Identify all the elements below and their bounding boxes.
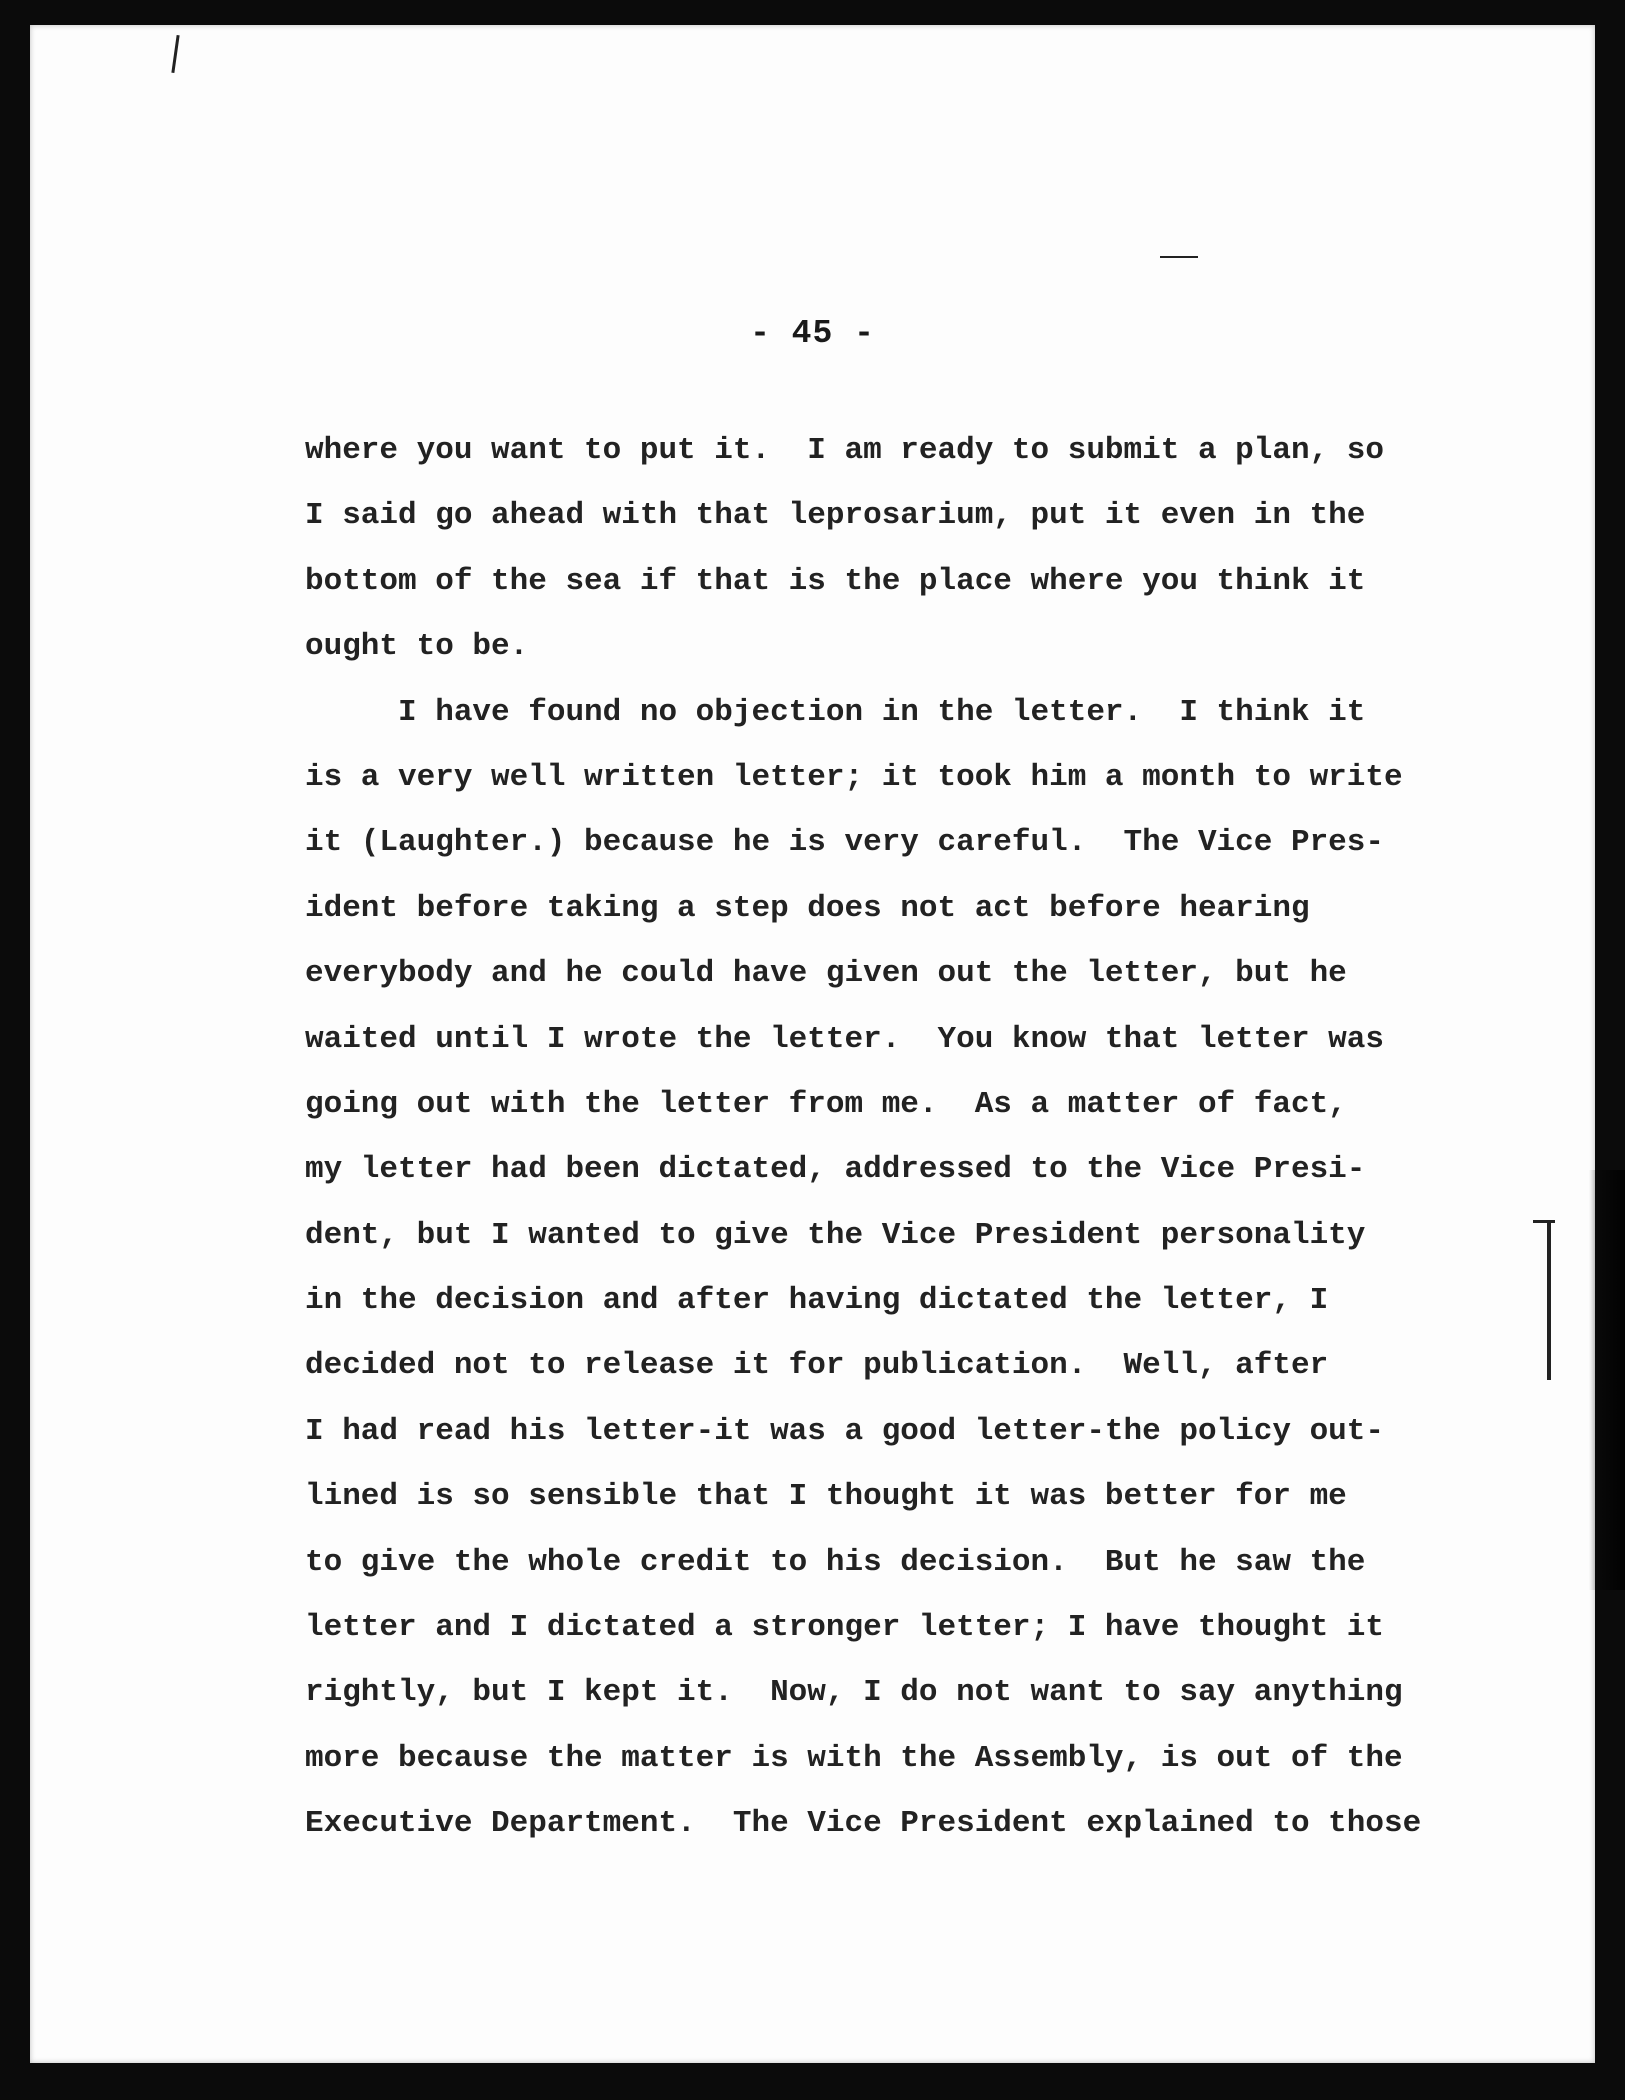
text-line: going out with the letter from me. As a matter of fact, [305, 1086, 1347, 1122]
ink-dash-mark [1160, 256, 1198, 258]
text-line: I said go ahead with that leprosarium, put it even in the [305, 498, 1366, 534]
body-text [305, 418, 1555, 1857]
text-line: ought to be. [305, 629, 529, 665]
text-line: dent, but I wanted to give the Vice President personality [305, 1217, 1366, 1253]
text-line: bottom of the sea if that is the place where you think it [305, 563, 1366, 599]
text-line: is a very well written letter; it took him a month to write [305, 759, 1403, 795]
text-line: everybody and he could have given out the letter, but he [305, 956, 1347, 992]
text-line: rightly, but I kept it. Now, I do not want to say anything [305, 1675, 1403, 1711]
ink-mark [171, 35, 179, 73]
text-line: to give the whole credit to his decision. But he saw the [305, 1544, 1366, 1580]
text-line: decided not to release it for publication. Well, after [305, 1348, 1329, 1384]
text-line: ident before taking a step does not act before hearing [305, 890, 1310, 926]
text-line: it (Laughter.) because he is very careful. The Vice Pres- [305, 825, 1384, 861]
scan-edge-shadow [1589, 1170, 1625, 1590]
text-line: letter and I dictated a stronger letter; I have thought it [305, 1610, 1384, 1646]
text-line: I had read his letter-it was a good letter-the policy out- [305, 1413, 1384, 1449]
text-line: in the decision and after having dictated the letter, I [305, 1283, 1329, 1319]
text-line: my letter had been dictated, addressed to the Vice Presi- [305, 1152, 1366, 1188]
text-line: where you want to put it. I am ready to submit a plan, so [305, 433, 1384, 468]
page-number: - 45 - [750, 315, 875, 352]
text-line: more because the matter is with the Assembly, is out of the [305, 1740, 1403, 1776]
document-page [30, 25, 1595, 2063]
text-line: Executive Department. The Vice President explained to those [305, 1806, 1422, 1842]
ink-bar-mark [1547, 1220, 1551, 1380]
ink-tick-mark [1533, 1220, 1555, 1223]
text-line: waited until I wrote the letter. You know that letter was [305, 1021, 1384, 1057]
text-line: lined is so sensible that I thought it was better for me [305, 1479, 1347, 1515]
text-line: I have found no objection in the letter. I think it [305, 694, 1366, 730]
